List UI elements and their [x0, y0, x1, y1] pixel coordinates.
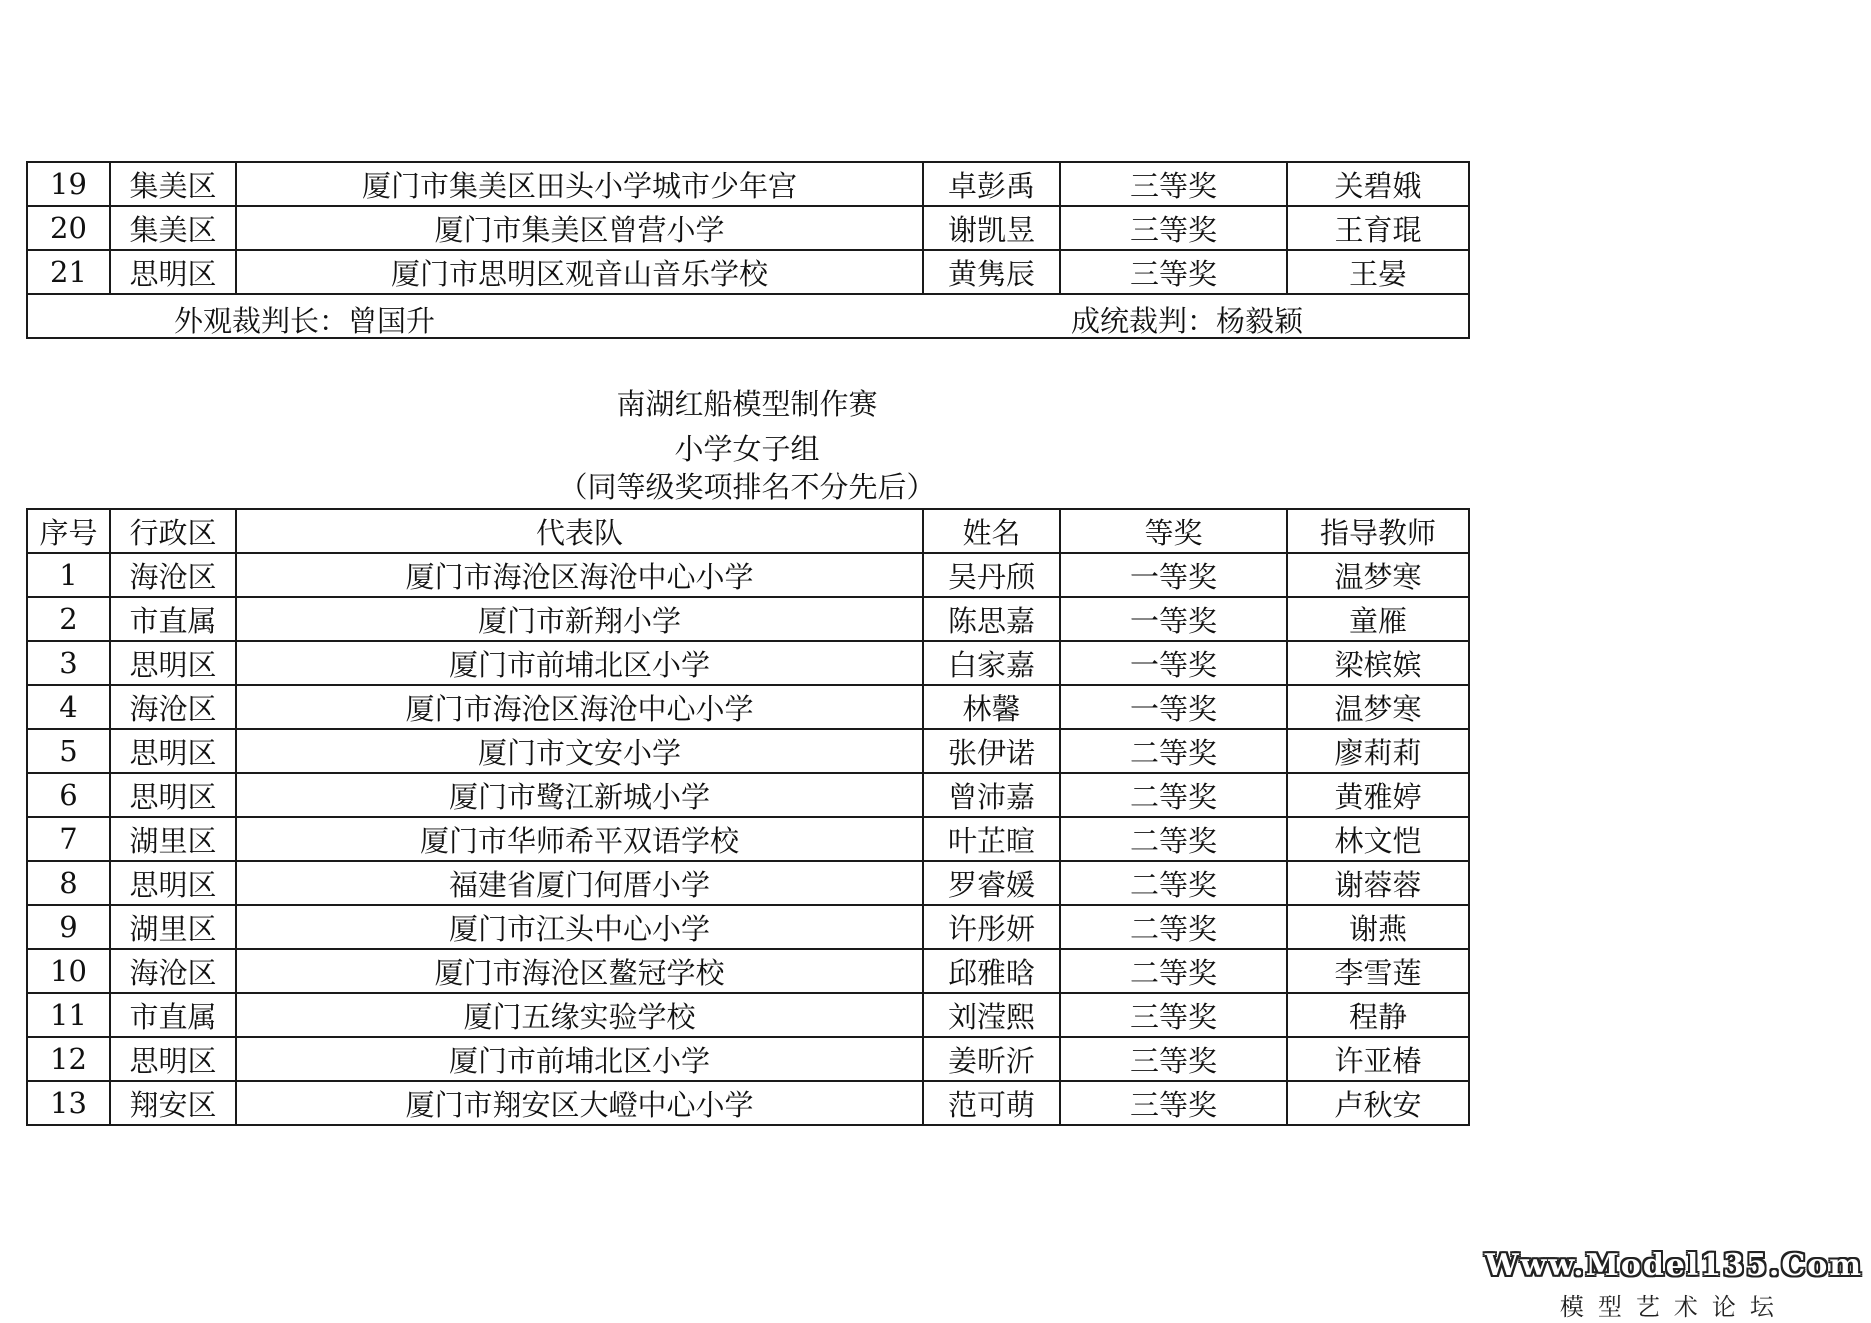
cell-district: 思明区	[110, 729, 236, 773]
cell-team: 厦门市集美区田头小学城市少年宫	[236, 162, 923, 206]
header-teacher: 指导教师	[1287, 509, 1469, 553]
section-note: （同等级奖项排名不分先后）	[558, 470, 936, 504]
cell-team: 福建省厦门何厝小学	[236, 861, 923, 905]
cell-prize: 三等奖	[1060, 993, 1287, 1037]
table-row	[27, 773, 1469, 817]
cell-name: 范可萌	[923, 1081, 1060, 1125]
cell-district: 市直属	[110, 597, 236, 641]
cell-name: 白家嘉	[923, 641, 1060, 685]
cell-district: 海沧区	[110, 949, 236, 993]
cell-prize: 三等奖	[1060, 1081, 1287, 1125]
cell-team: 厦门五缘实验学校	[236, 993, 923, 1037]
cell-no: 19	[27, 162, 110, 206]
cell-prize: 三等奖	[1060, 162, 1287, 206]
cell-team: 厦门市海沧区海沧中心小学	[236, 553, 923, 597]
cell-prize: 三等奖	[1060, 206, 1287, 250]
cell-name: 林馨	[923, 685, 1060, 729]
cell-team: 厦门市文安小学	[236, 729, 923, 773]
cell-teacher: 程静	[1287, 993, 1469, 1037]
cell-district: 思明区	[110, 773, 236, 817]
cell-no: 12	[27, 1037, 110, 1081]
table-row	[27, 817, 1469, 861]
cell-district: 海沧区	[110, 553, 236, 597]
results-table	[26, 508, 1470, 1126]
cell-no: 1	[27, 553, 110, 597]
header-prize: 等奖	[1060, 509, 1287, 553]
cell-teacher: 谢燕	[1287, 905, 1469, 949]
cell-name: 卓彭禹	[923, 162, 1060, 206]
table-row	[27, 162, 1469, 206]
cell-team: 厦门市集美区曾营小学	[236, 206, 923, 250]
score-judge: 成统裁判：杨毅颖	[1071, 304, 1304, 338]
cell-no: 7	[27, 817, 110, 861]
cell-teacher: 林文恺	[1287, 817, 1469, 861]
cell-district: 思明区	[110, 250, 236, 294]
cell-prize: 三等奖	[1060, 250, 1287, 294]
cell-teacher: 卢秋安	[1287, 1081, 1469, 1125]
cell-no: 8	[27, 861, 110, 905]
table-row	[27, 553, 1469, 597]
cell-prize: 一等奖	[1060, 553, 1287, 597]
cell-prize: 一等奖	[1060, 641, 1287, 685]
table-row	[27, 949, 1469, 993]
cell-name: 许彤妍	[923, 905, 1060, 949]
cell-no: 4	[27, 685, 110, 729]
cell-prize: 二等奖	[1060, 861, 1287, 905]
cell-district: 集美区	[110, 162, 236, 206]
table-row	[27, 1081, 1469, 1125]
cell-prize: 三等奖	[1060, 1037, 1287, 1081]
judges-cell	[27, 294, 1469, 338]
table-row	[27, 597, 1469, 641]
cell-no: 3	[27, 641, 110, 685]
cell-team: 厦门市江头中心小学	[236, 905, 923, 949]
cell-name: 曾沛嘉	[923, 773, 1060, 817]
header-name: 姓名	[923, 509, 1060, 553]
results-table-continued-body	[27, 162, 1469, 338]
results-table-continued	[26, 161, 1470, 339]
cell-name: 吴丹颀	[923, 553, 1060, 597]
table-row	[27, 250, 1469, 294]
cell-district: 思明区	[110, 641, 236, 685]
cell-prize: 二等奖	[1060, 905, 1287, 949]
cell-name: 刘滢熙	[923, 993, 1060, 1037]
cell-no: 2	[27, 597, 110, 641]
cell-team: 厦门市海沧区鳌冠学校	[236, 949, 923, 993]
cell-teacher: 王育琨	[1287, 206, 1469, 250]
cell-no: 13	[27, 1081, 110, 1125]
cell-district: 湖里区	[110, 905, 236, 949]
cell-teacher: 李雪莲	[1287, 949, 1469, 993]
cell-prize: 二等奖	[1060, 729, 1287, 773]
cell-district: 集美区	[110, 206, 236, 250]
cell-teacher: 谢蓉蓉	[1287, 861, 1469, 905]
cell-team: 厦门市翔安区大嶝中心小学	[236, 1081, 923, 1125]
table-header-row	[27, 509, 1469, 553]
table-row	[27, 905, 1469, 949]
cell-name: 陈思嘉	[923, 597, 1060, 641]
table-row	[27, 861, 1469, 905]
cell-prize: 二等奖	[1060, 773, 1287, 817]
cell-teacher: 廖莉莉	[1287, 729, 1469, 773]
results-table-body	[27, 553, 1469, 1125]
cell-team: 厦门市鹭江新城小学	[236, 773, 923, 817]
cell-team: 厦门市前埔北区小学	[236, 1037, 923, 1081]
cell-teacher: 童雁	[1287, 597, 1469, 641]
cell-no: 9	[27, 905, 110, 949]
section-title: 南湖红船模型制作赛	[616, 387, 878, 421]
cell-team: 厦门市思明区观音山音乐学校	[236, 250, 923, 294]
table-row	[27, 1037, 1469, 1081]
cell-prize: 一等奖	[1060, 597, 1287, 641]
cell-name: 邱雅晗	[923, 949, 1060, 993]
cell-no: 21	[27, 250, 110, 294]
cell-no: 20	[27, 206, 110, 250]
cell-teacher: 梁槟嫔	[1287, 641, 1469, 685]
cell-teacher: 许亚椿	[1287, 1037, 1469, 1081]
section-subtitle: 小学女子组	[674, 432, 820, 466]
table-row	[27, 206, 1469, 250]
watermark-forum-name: 模型艺术论坛	[1559, 1293, 1788, 1321]
cell-district: 市直属	[110, 993, 236, 1037]
cell-name: 罗睿媛	[923, 861, 1060, 905]
cell-no: 11	[27, 993, 110, 1037]
cell-name: 张伊诺	[923, 729, 1060, 773]
cell-no: 10	[27, 949, 110, 993]
appearance-judge: 外观裁判长：曾国升	[174, 304, 436, 338]
cell-district: 思明区	[110, 861, 236, 905]
cell-teacher: 温梦寒	[1287, 685, 1469, 729]
table-row	[27, 993, 1469, 1037]
cell-name: 黄隽辰	[923, 250, 1060, 294]
table-row	[27, 729, 1469, 773]
cell-district: 翔安区	[110, 1081, 236, 1125]
watermark-url: Www.Model135.Com	[1484, 1248, 1863, 1283]
cell-team: 厦门市华师希平双语学校	[236, 817, 923, 861]
cell-team: 厦门市新翔小学	[236, 597, 923, 641]
cell-name: 姜昕沂	[923, 1037, 1060, 1081]
cell-name: 谢凯昱	[923, 206, 1060, 250]
cell-teacher: 温梦寒	[1287, 553, 1469, 597]
cell-district: 湖里区	[110, 817, 236, 861]
cell-teacher: 黄雅婷	[1287, 773, 1469, 817]
cell-district: 海沧区	[110, 685, 236, 729]
cell-no: 5	[27, 729, 110, 773]
cell-district: 思明区	[110, 1037, 236, 1081]
cell-no: 6	[27, 773, 110, 817]
cell-prize: 一等奖	[1060, 685, 1287, 729]
watermark	[1485, 1248, 1863, 1322]
cell-teacher: 王晏	[1287, 250, 1469, 294]
cell-teacher: 关碧娥	[1287, 162, 1469, 206]
cell-name: 叶芷暄	[923, 817, 1060, 861]
cell-prize: 二等奖	[1060, 949, 1287, 993]
table-row	[27, 685, 1469, 729]
table-footer-row	[27, 294, 1469, 338]
table-row	[27, 641, 1469, 685]
header-team: 代表队	[236, 509, 923, 553]
cell-team: 厦门市海沧区海沧中心小学	[236, 685, 923, 729]
cell-prize: 二等奖	[1060, 817, 1287, 861]
header-district: 行政区	[110, 509, 236, 553]
header-no: 序号	[27, 509, 110, 553]
cell-team: 厦门市前埔北区小学	[236, 641, 923, 685]
